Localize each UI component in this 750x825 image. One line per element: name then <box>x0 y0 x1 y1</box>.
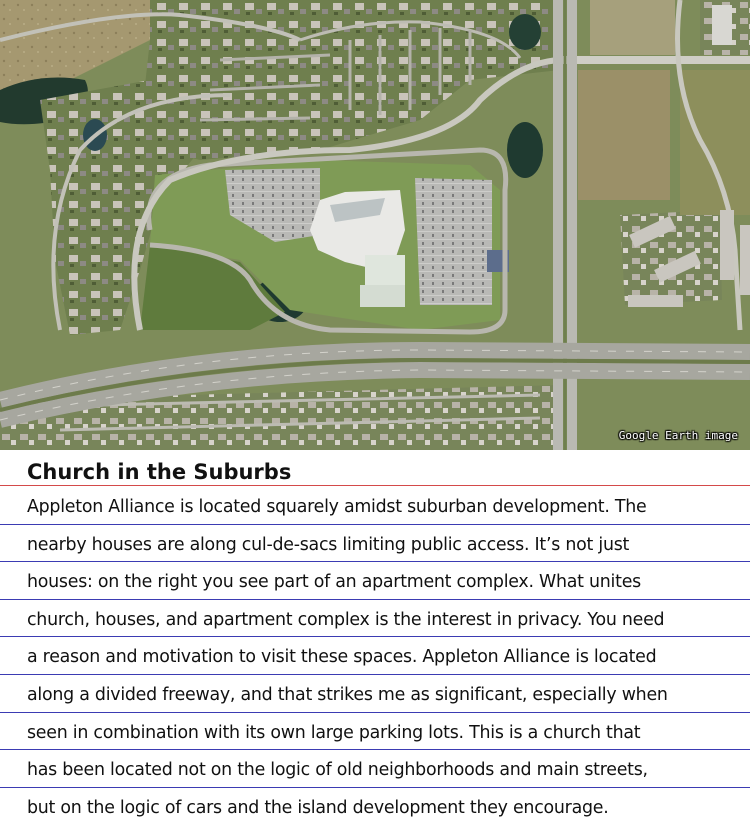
article <box>0 450 750 825</box>
body-line: but on the logic of cars and the island development they encourage. <box>27 797 609 818</box>
image-credit: Google Earth image <box>618 429 738 442</box>
body-line: church, houses, and apartment complex is the interest in privacy. You need <box>0 600 750 638</box>
body-line: houses: on the right you see part of an apartment complex. What unites <box>0 562 750 600</box>
title-row <box>0 450 750 486</box>
body-line: has been located not on the logic of old neighborhoods and main streets, <box>0 750 750 788</box>
article-body <box>0 487 750 825</box>
body-line: along a divided freeway, and that strikes me as significant, especially when <box>0 675 750 713</box>
body-line: Appleton Alliance is located squarely amidst suburban development. The <box>0 487 750 525</box>
article-title: Church in the Suburbs <box>27 460 292 484</box>
body-line: nearby houses are along cul-de-sacs limiting public access. It’s not just <box>0 525 750 563</box>
body-line: seen in combination with its own large parking lots. This is a church that <box>0 713 750 751</box>
body-line: a reason and motivation to visit these spaces. Appleton Alliance is located <box>0 637 750 675</box>
